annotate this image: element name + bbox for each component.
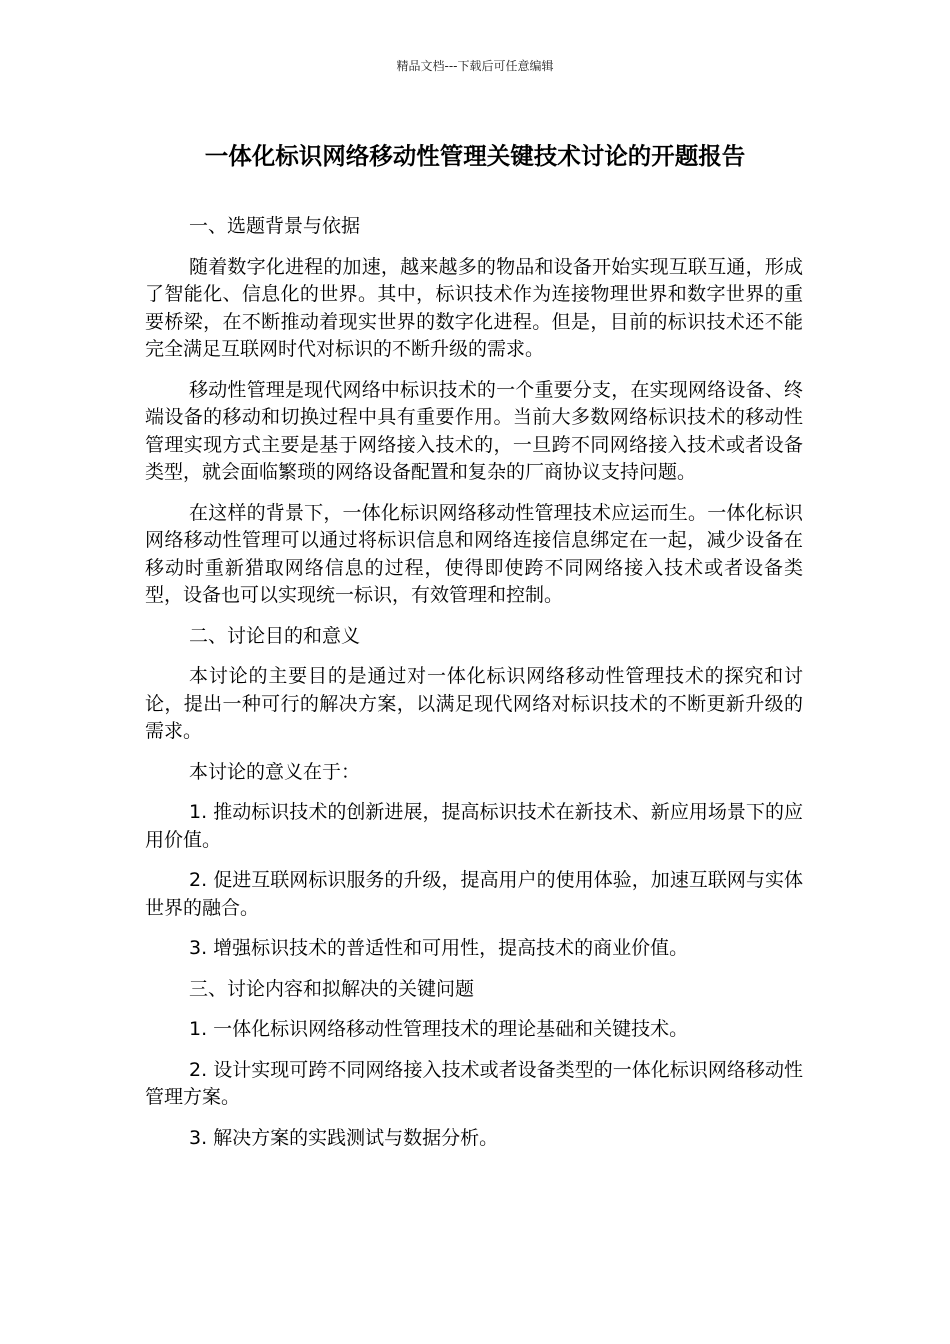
page-header-note: 精品文档---下载后可任意编辑 (396, 59, 554, 73)
list-item-content-1: 1. 一体化标识网络移动性管理技术的理论基础和关键技术。 (189, 1018, 689, 1040)
paragraph-purpose-2: 本讨论的意义在于： (189, 760, 361, 783)
paragraph-background-1: 随着数字化进程的加速，越来越多的物品和设备开始实现互联互通，形成了智能化、信息化的世界。其中，标识技术作为连接物理世界和数字世界的重要桥梁，在不断推动着现实世界的数字化进程。但是，目前的标识技术还不能完全满足互联网时代对标识的不断升级的需求。 (145, 255, 803, 360)
document-body (145, 213, 803, 1165)
list-item-content-3: 3. 解决方案的实践测试与数据分析。 (189, 1126, 499, 1149)
document-title: 一体化标识网络移动性管理关键技术讨论的开题报告 (204, 142, 746, 170)
section-heading-background: 一、选题背景与依据 (189, 215, 361, 237)
paragraph-background-3: 在这样的背景下，一体化标识网络移动性管理技术应运而生。一体化标识网络移动性管理可以通过将标识信息和网络连接信息绑定在一起，减少设备在移动时重新猎取网络信息的过程，使得即使跨不同网络接入技术或者设备类型，设备也可以实现统一标识，有效管理和控制。 (145, 501, 803, 606)
list-item-significance-1: 1. 推动标识技术的创新进展，提高标识技术在新技术、新应用场景下的应用价值。 (145, 801, 803, 851)
list-item-significance-2: 2. 促进互联网标识服务的升级，提高用户的使用体验，加速互联网与实体世界的融合。 (145, 869, 803, 919)
list-item-significance-3: 3. 增强标识技术的普适性和可用性，提高技术的商业价值。 (189, 937, 689, 959)
paragraph-purpose-1: 本讨论的主要目的是通过对一体化标识网络移动性管理技术的探究和讨论，提出一种可行的解决方案，以满足现代网络对标识技术的不断更新升级的需求。 (145, 665, 803, 742)
list-item-content-2: 2. 设计实现可跨不同网络接入技术或者设备类型的一体化标识网络移动性管理方案。 (145, 1058, 803, 1108)
section-heading-content: 三、讨论内容和拟解决的关键问题 (189, 977, 475, 1000)
section-heading-purpose: 二、讨论目的和意义 (189, 624, 361, 647)
paragraph-background-2: 移动性管理是现代网络中标识技术的一个重要分支，在实现网络设备、终端设备的移动和切换过程中具有重要作用。当前大多数网络标识技术的移动性管理实现方式主要是基于网络接入技术的，一旦跨不同网络接入技术或者设备类型，就会面临繁琐的网络设备配置和复杂的厂商协议支持问题。 (145, 378, 803, 483)
